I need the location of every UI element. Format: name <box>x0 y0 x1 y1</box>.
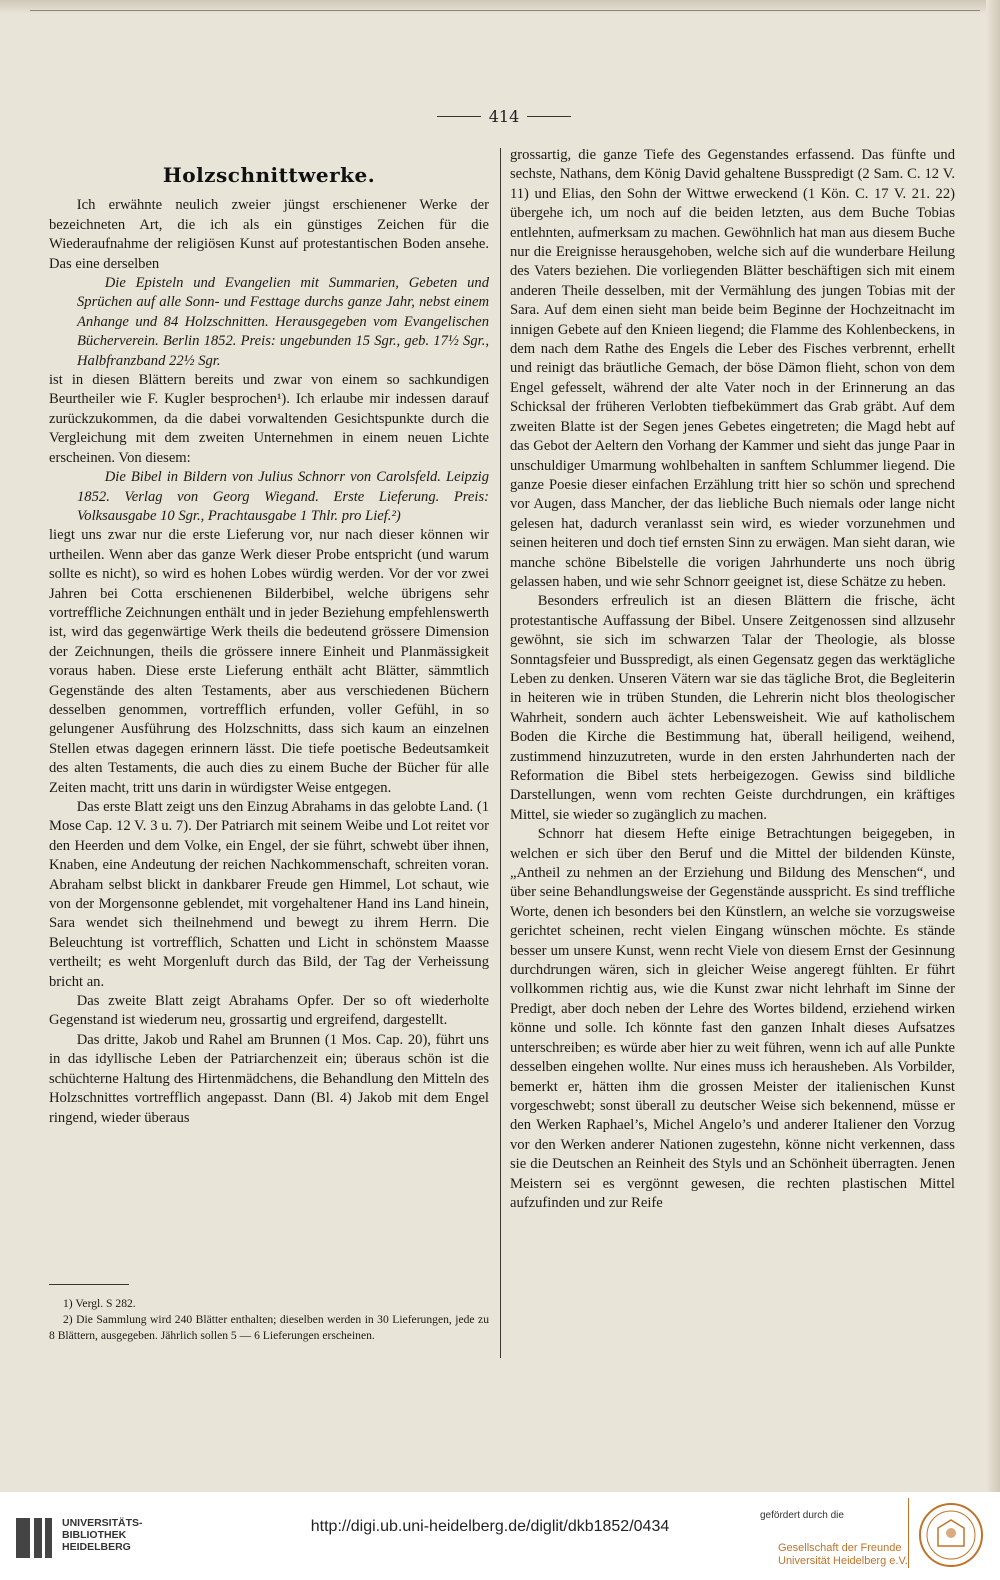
footnotes <box>49 1296 489 1344</box>
right-paragraph: Besonders erfreulich ist an diesen Blättern die frische, ächt protestantische Auffassung der Bibel. Unsere Zeitgenossen sind allzusehr gewöhnt, sie sich im schwarzen Talar der Theologie, als blosse Sonntagsfeier und Busspredigt, als einen Gegensatz gegen das werktägliche Leben zu denken. Unseren Vätern war sie das tägliche Brot, die Begleiterin in heiteren wie in trüben Stunden, die Lehrerin nicht blos theologischer Wahrheit, sondern auch ächter Lebensweisheit. Wie auf katholischem Boden die Kirche die Bestimmung hat, überall heiligend, weihend, zustimmend hinzuzutreten, wurde in den ersten Jahrhunderten nach der Reformation die Bibel stets herbeigezogen. Gewiss sind bildliche Darstellungen, wenn vom rechten Geiste durchdrungen, ein kräftiges Mittel, sie wieder so zugänglich zu machen. <box>510 593 955 823</box>
sponsor-label: gefördert durch die <box>760 1510 844 1521</box>
viewer-footer <box>0 1492 1000 1580</box>
section-heading: Holzschnittwerke. <box>162 163 376 187</box>
scan-edge-right <box>986 0 1000 1492</box>
library-name <box>62 1517 143 1553</box>
sponsor-name-line-2: Universität Heidelberg e.V. <box>778 1555 908 1567</box>
permalink-url[interactable]: http://digi.ub.uni-heidelberg.de/diglit/dkb1852/0434 <box>310 1518 670 1535</box>
footnote-1: 1) Vergl. S 282. <box>63 1297 136 1310</box>
right-column-body <box>510 146 955 1213</box>
left-paragraph: liegt uns zwar nur die erste Lieferung vor, nur nach dieser können wir urtheilen. Wenn aber das ganze Werk dieser Probe entspricht (und warum sollte es nicht), so wird es hohen Lobes würdig werden. Vor der vor zwei Jahren bei Cotta erschienenen Bilderbibel, welche übrigens sehr vortreffliche Zeichnungen enthält und in jeder Beziehung empfehlenswerth ist, wird das gegenwärtige Werk theils die bedeutend grössere Dimension der Zeichnungen, theils die grössere innere Einheit und Planmässigkeit voraus haben. Diese erste Lieferung enthält acht Blätter, sämmtlich Gegenstände des alten Testaments, aber aus verschiedenen Büchern desselben genommen, vortrefflich erfunden, voller Gefühl, in so gelungener Ausführung des Holzschnitts, dass sich kaum an einzelnen Stellen etwas dagegen erinnern lässt. Die tiefe poetische Bedeutsamkeit des alten Testaments, die auch dies zu einem Buche der Bücher für alle Zeiten macht, tritt uns darin in würdigster Weise entgegen. <box>49 527 489 796</box>
library-name-line-1: UNIVERSITÄTS- <box>62 1517 143 1529</box>
column-divider <box>500 148 501 1358</box>
page-number: 414 <box>488 106 520 126</box>
page-number-block <box>420 106 588 126</box>
left-citation: Die Episteln und Evangelien mit Summarien, Gebeten und Sprüchen auf alle Sonn- und Festtage durchs ganze Jahr, nebst einem Anhange und 84 Holzschnitten. Herausgegeben vom Evangelischen Bücherverein. Berlin 1852. Preis: ungebunden 15 Sgr., geb. 17½ Sgr., Halbfranzband 22½ Sgr. <box>77 275 489 369</box>
top-rule <box>30 10 980 11</box>
university-library-logo-icon <box>14 1514 54 1562</box>
footnote-rule <box>49 1284 129 1285</box>
sponsor-name-line-1: Gesellschaft der Freunde <box>778 1542 902 1554</box>
right-column <box>510 146 955 1213</box>
university-seal-icon <box>918 1502 984 1568</box>
left-paragraph: Das erste Blatt zeigt uns den Einzug Abrahams in das gelobte Land. (1 Mose Cap. 12 V. 3 u. 7). Der Patriarch mit seinem Weibe und Lot reitet vor den Heerden und dem Volke, ein Engel, der sie führt, schwebt über ihnen, Knaben, eine Andeutung der reichen Nachkommenschaft, schreiten voran. Abraham selbst blickt in dankbarer Freude gen Himmel, Lot schaut, wie von der Morgensonne geblendet, mit vorgehaltener Hand ins Land hinein, Sara wendet sich theilnehmend und bewegt zu ihrem Herrn. Die Beleuchtung ist vortrefflich, Schatten und Licht in schönstem Maasse vertheilt; es weht Morgenluft durch das Bild, der Tag der Verheissung bricht an. <box>49 799 489 990</box>
left-paragraph: Ich erwähnte neulich zweier jüngst erschienener Werke der bezeichneten Art, die ich als ein günstiges Zeichen für die Wiederaufnahme der religiösen Kunst auf protestantischen Boden ansehe. Das eine derselben <box>49 197 489 272</box>
left-citation: Die Bibel in Bildern von Julius Schnorr von Carolsfeld. Leipzig 1852. Verlag von Georg Wiegand. Erste Lieferung. Preis: Volksausgabe 10 Sgr., Prachtausgabe 1 Thlr. pro Lief.²) <box>77 469 489 524</box>
sponsor-divider <box>908 1498 909 1568</box>
library-name-line-3: HEIDELBERG <box>62 1541 131 1553</box>
right-paragraph: Schnorr hat diesem Hefte einige Betrachtungen beigegeben, in welchen er sich über den Beruf und die Mittel der bildenden Künste, „Antheil zu nehmen an der Erziehung und Bildung des Menschen“, und über seine Behandlungsweise der Gegenstände ausspricht. Es sind treffliche Worte, denen ich besonders bei den Künstlern, an welche sie vorzugsweise gerichtet scheinen, recht vielen Eingang wünschen möchte. Es stände besser um unsere Kunst, wenn recht Viele von diesem Ernst der Gesinnung durchdrungen wären, sich in gleicher Weise angeregt fühlten. Er führt vollkommen richtig aus, wie die Kunst zwar nicht lehrhaft im Sinne der Predigt, aber doch neben der Lehre des Wortes bildend, erziehend wirken könne und solle. Ich könnte fast den ganzen Inhalt dieses Aufsatzes unterschreiben; es würde aber hier zu weit führen, wenn ich auf alle Punkte desselben eingehen wollte. Nur eines muss ich herausheben. Als Vorbilder, bemerkt er, hätten ihm die grossen Meister der italienischen Kunst vorgeschwebt; sonst überall zu deutscher Weise sich bekennend, müsse er den Werken Raphael’s, Michel Angelo’s und anderer Italiener den Vorzug vor den Werken anderer Nationen zugestehn, könne nicht verkennen, dass sie die Deutschen an Reinheit des Styls und an Schönheit überragten. Jenen Meistern sei es vergönnt gewesen, die rechten plastischen Mittel aufzufinden und zur Reife <box>510 826 955 1211</box>
library-name-line-2: BIBLIOTHEK <box>62 1529 127 1541</box>
right-paragraph: grossartig, die ganze Tiefe des Gegenstandes erfassend. Das fünfte und sechste, Nathans, dem König David gehaltene Busspredigt (2 Sam. C. 12 V. 11) und Elias, den Sohn der Wittwe erweckend (1 Kön. C. 17 V. 21. 22) übergehe ich, um noch auf die beiden letzten, aus dem Buche Tobias entlehnten, aufmerksam zu machen. Gewöhnlich hat man aus diesem Buche nur die Ereignisse herausgehoben, welche sich auf die wunderbare Heilung des Vaters beziehen. Die vorliegenden Blätter beschäftigen sich mit einem anderen Theile desselben, mit der Vermählung des jungen Tobias mit der Sara. Auf dem einen sieht man beide beim Beginne der Hochzeitnacht im innigen Gebete auf den Knieen liegend; die Flamme des Kohlenbeckens, in dem nach dem Rathe des Engels die Leber des Fisches verbrennt, erhellt und reinigt das bräutliche Gemach, der böse Dämon flieht, schon von dem Engel gefesselt, während der alte Vater noch in der Erinnerung an das Schicksal der früheren Verlobten tiefbekümmert das Grab gräbt. Auf dem zweiten Blatte ist der Segen jenes Gebetes eingetreten; die Magd hebt auf das Gebot der Aeltern den Vorhang der Kammer und sieht das junge Paar in unschuldiger Umarmung wohlbehalten in sanftem Schlummer liegend. Die ganze Poesie dieser einfachen Erzählung tritt hier so schön und sprechend vor Augen, dass Mancher, der das liebliche Buch niemals oder lange nicht gelesen hat, dadurch veranlasst sein wird, es wieder vorzunehmen und seinen heiteren und doch tief ernsten Sinn zu erwägen. Man sieht daran, wie manche schöne Bibelstelle die vorigen Jahrhunderte uns noch übrig gelassen haben, und wie sehr Schnorr geeignet ist, diese Schätze zu heben. <box>510 147 955 590</box>
left-paragraph: Das dritte, Jakob und Rahel am Brunnen (1 Mos. Cap. 20), führt uns in das idyllische Leben der Patriarchenzeit ein; überaus schön ist die schüchterne Haltung des Hirtenmädchens, die Behandlung den Mitteln des Holzschnittes vortrefflich angepasst. Dann (Bl. 4) Jakob mit dem Engel ringend, wieder überaus <box>49 1031 489 1126</box>
left-column <box>49 163 489 1128</box>
page-number-dash-left <box>437 116 481 117</box>
page-number-dash-right <box>527 116 571 117</box>
left-column-body <box>49 196 489 1128</box>
scan-edge-top <box>0 0 1000 14</box>
sponsor-name <box>778 1542 908 1568</box>
left-paragraph: ist in diesen Blättern bereits und zwar von einem so sachkundigen Beurtheiler wie F. Kugler besprochen¹). Ich erlaube mir indessen darauf zurückzukommen, da die dabei vorwaltenden Gesichtspunkte durch die Vergleichung mit dem zweiten Unternehmen in einem neuen Lichte erscheinen. Von diesem: <box>49 372 489 466</box>
footnote-2: 2) Die Sammlung wird 240 Blätter enthalten; dieselben werden in 30 Lieferungen, jede zu 8 Blättern, ausgegeben. Jährlich sollen 5 — 6 Lieferungen erscheinen. <box>49 1313 489 1342</box>
left-paragraph: Das zweite Blatt zeigt Abrahams Opfer. Der so oft wiederholte Gegenstand ist wiederum neu, grossartig und ergreifend, dargestellt. <box>49 993 489 1029</box>
